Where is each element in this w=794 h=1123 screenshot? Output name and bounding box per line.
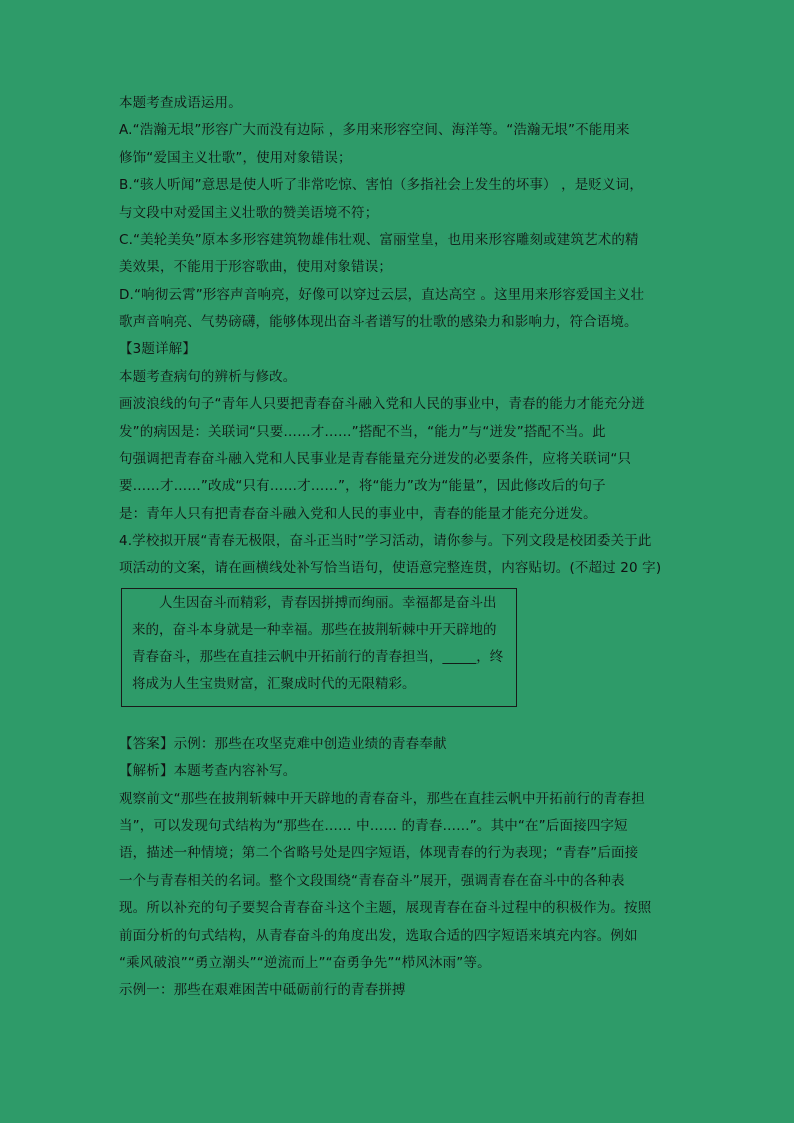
question4-line1: 4.学校拟开展“青春无极限，奋斗正当时”学习活动，请你参与。下列文段是校团委关于此: [119, 533, 652, 549]
analysis-line6: 前面分析的句式结构，从青春奋斗的角度出发，选取合适的四字短语来填充内容。例如: [119, 928, 638, 944]
section2-heading: 【3题详解】: [119, 341, 196, 357]
section2-line2: 发”的病因是：关联词“只要……才……”搭配不当，“能力”与“迸发”搭配不当。此: [119, 424, 606, 440]
section2-intro: 本题考查病句的辨析与修改。: [119, 369, 297, 385]
section2-line5: 是：青年人只有把青春奋斗融入党和人民的事业中，青春的能量才能充分迸发。: [119, 506, 597, 522]
passage-line3: 青春奋斗，那些在直挂云帆中开拓前行的青春担当，_____，终: [132, 649, 504, 665]
option-b-line1: B.“骇人听闻”意思是使人听了非常吃惊、害怕（多指社会上发生的坏事） ，是贬义词，: [119, 177, 643, 193]
section2-line4: 要……才……”改成“只有……才……”，将“能力”改为“能量”，因此修改后的句子: [119, 478, 606, 494]
option-c-line2: 美效果，不能用于形容歌曲，使用对象错误；: [119, 259, 392, 275]
option-a-line1: A.“浩瀚无垠”形容广大而没有边际 ，多用来形容空间、海洋等。“浩瀚无垠”不能用来: [119, 122, 630, 138]
option-b-line2: 与文段中对爱国主义壮歌的赞美语境不符；: [119, 205, 379, 221]
option-a-line2: 修饰“爱国主义壮歌”，使用对象错误；: [119, 150, 352, 166]
analysis-line7: “乘风破浪”“勇立潮头”“逆流而上”“奋勇争先”“栉风沐雨”等。: [119, 955, 491, 971]
option-c-line1: C.“美轮美奂”原本多形容建筑物雄伟壮观、富丽堂皇，也用来形容雕刻或建筑艺术的精: [119, 232, 639, 248]
section2-line1: 画波浪线的句子“青年人只要把青春奋斗融入党和人民的事业中，青春的能力才能充分迸: [119, 396, 645, 412]
option-d-line2: 歌声音响亮、气势磅礴，能够体现出奋斗者谱写的壮歌的感染力和影响力，符合语境。: [119, 314, 638, 330]
analysis-intro: 【解析】本题考查内容补写。: [119, 763, 297, 779]
passage-line1: 人生因奋斗而精彩，青春因拼搏而绚丽。幸福都是奋斗出: [159, 595, 497, 611]
section1-intro: 本题考查成语运用。: [119, 95, 242, 111]
answer-line: 【答案】示例：那些在攻坚克难中创造业绩的青春奉献: [119, 736, 447, 752]
passage-line4: 将成为人生宝贵财富，汇聚成时代的无限精彩。: [132, 676, 416, 692]
analysis-line2: 当”，可以发现句式结构为“那些在…… 中…… 的青春……”。其中“在”后面接四字短: [119, 818, 628, 834]
analysis-line3: 语，描述一种情境；第二个省略号处是四字短语，体现青春的行为表现；“青春”后面接: [119, 845, 639, 861]
passage-line2: 来的，奋斗本身就是一种幸福。那些在披荆斩棘中开天辟地的: [132, 622, 497, 638]
analysis-line1: 观察前文“那些在披荆斩棘中开天辟地的青春奋斗，那些在直挂云帆中开拓前行的青春担: [119, 791, 645, 807]
analysis-line5: 现。所以补充的句子要契合青春奋斗这个主题，展现青春在奋斗过程中的积极作为。按照: [119, 900, 652, 916]
option-d-line1: D.“响彻云霄”形容声音响亮，好像可以穿过云层，直达高空 。这里用来形容爱国主义壮: [119, 287, 645, 303]
passage-box: [121, 588, 517, 707]
analysis-line4: 一个与青春相关的名词。整个文段围绕“青春奋斗”展开，强调青春在奋斗中的各种表: [119, 873, 625, 889]
section2-line3: 句强调把青春奋斗融入党和人民事业是青春能量充分迸发的必要条件，应将关联词“只: [119, 451, 632, 467]
question4-line2: 项活动的文案，请在画横线处补写恰当语句，使语意完整连贯，内容贴切。(不超过 20 字): [119, 560, 662, 576]
example-one: 示例一：那些在艰难困苦中砥砺前行的青春拼搏: [119, 982, 406, 998]
